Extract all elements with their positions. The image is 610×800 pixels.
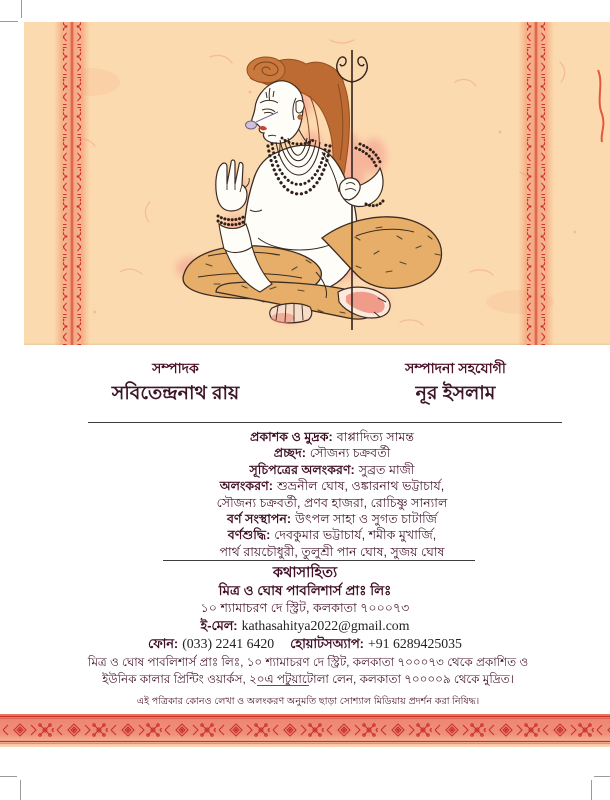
crop-mark	[591, 780, 592, 800]
crop-mark	[20, 780, 21, 800]
credit-label: সূচিপত্রের অলংকরণ:	[249, 462, 355, 477]
credit-label: বর্ণশুদ্ধি:	[227, 528, 271, 543]
credit-line	[54, 527, 610, 543]
credit-value: পার্থ রায়চৌধুরী, তুলুশ্রী পান ঘোষ, সুজয় ঘোষ	[219, 544, 445, 559]
editor-block	[78, 361, 273, 405]
credit-line	[54, 462, 610, 478]
credit-label: প্রচ্ছদ:	[273, 446, 306, 461]
earring	[298, 115, 302, 119]
credit-line	[54, 445, 610, 461]
crop-mark	[21, 0, 22, 18]
right-ornament-border	[518, 22, 554, 345]
credit-line	[54, 495, 610, 511]
ear	[296, 101, 304, 113]
imprint-line-2: ইউনিক কালার প্রিন্টিং ওয়ার্কস, ২০এ পটুয়াটোলা লেন, কলকাতা ৭০০০০৯ থেকে মুদ্রিত।	[102, 671, 514, 686]
publisher-address: ১০ শ্যামাচরণ দে স্ট্রিট, কলকাতা ৭০০০৭৩	[200, 601, 410, 615]
credit-value: সৌজন্য চক্রবর্তী	[309, 446, 391, 461]
magazine-title: কথাসাহিত্য	[272, 565, 338, 581]
publisher-block	[0, 564, 610, 652]
left-ornament-border	[54, 22, 90, 345]
imprint-line-1: মিত্র ও ঘোষ পাবলিশার্স প্রাঃ লিঃ, ১০ শ্যামাচরণ দে স্ট্রিট, কলকাতা ৭০০০৭৩ থেকে প্রকাশিত ও	[87, 655, 529, 669]
editor-label: সম্পাদক	[152, 360, 199, 376]
credit-value: বাপ্পাদিত্য সামন্ত	[336, 430, 415, 444]
credit-value: শুভ্রনীল ঘোষ, ওঙ্কারনাথ ভট্টাচার্য,	[276, 479, 445, 494]
credit-value: সুব্রত মাজী	[358, 462, 415, 477]
bottom-ornament-band	[0, 714, 610, 752]
credit-label: অলংকরণ:	[219, 479, 273, 494]
divider	[163, 560, 475, 561]
divider	[257, 685, 309, 686]
whatsapp-number: +91 6289425035	[367, 635, 462, 651]
credit-line	[54, 429, 610, 445]
associate-name: নূর ইসলাম	[415, 383, 496, 405]
spectacles-icon	[246, 121, 257, 129]
divider	[88, 422, 562, 423]
email-address: kathasahitya2022@gmail.com	[241, 618, 410, 633]
credit-value: সৌজন্য চক্রবর্তী, প্রণব হাজরা, রোচিষ্ণু সান্যাল	[216, 495, 448, 510]
credit-label: প্রকাশক ও মুদ্রক:	[249, 430, 333, 444]
crop-mark	[594, 776, 610, 777]
copyright-notice: এই পত্রিকার কোনও লেখা ও অলংকরণ অনুমতি ছাড়া সোশ্যাল মিডিয়ায় প্রদর্শন করা নিষিদ্ধ।	[136, 696, 480, 707]
cover-illustration-panel	[0, 22, 610, 345]
editor-name: সবিতেন্দ্রনাথ রায়	[111, 383, 240, 405]
crop-mark	[0, 776, 17, 777]
phone-number: (033) 2241 6420	[182, 635, 275, 651]
email-label: ই-মেল:	[200, 618, 238, 633]
associate-editor-block	[378, 361, 533, 405]
publisher-name: মিত্র ও ঘোষ পাবলিশার্স প্রাঃ লিঃ	[218, 583, 392, 598]
credit-line	[54, 511, 610, 527]
credit-value: উৎপল সাহা ও সুগত চাটার্জি	[295, 512, 437, 527]
credit-value: দেবকুমার ভট্টাচার্য, শমীক মুখার্জি,	[274, 528, 437, 543]
credit-line	[54, 478, 610, 494]
credit-label: বর্ণ সংস্থাপন:	[227, 512, 292, 527]
credits-block	[54, 429, 610, 560]
imprint-block	[6, 654, 610, 687]
hair-bun	[247, 57, 285, 83]
whatsapp-label: হোয়াটসঅ্যাপ:	[290, 635, 364, 651]
phone-label: ফোন:	[148, 635, 179, 651]
email-row	[0, 617, 610, 635]
credit-line	[54, 544, 610, 560]
associate-label: সম্পাদনা সহযোগী	[405, 360, 506, 376]
phone-row	[0, 635, 610, 653]
crop-mark	[0, 21, 18, 22]
